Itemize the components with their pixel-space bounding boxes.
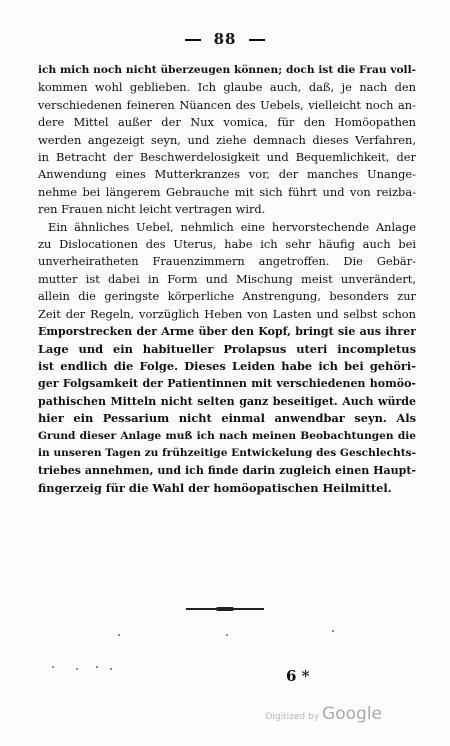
text-line: Anwendung eines Mutterkranzes vor, der manches Unange- — [38, 167, 416, 182]
text-line: kommen wohl geblieben. Ich glaube auch, daß, je nach den — [38, 80, 416, 95]
text-line: in Betracht der Beschwerdelosigkeit und Bequemlichkeit, der — [38, 150, 416, 165]
ink-speck — [226, 634, 228, 636]
text-line: Ein ähnliches Uebel, nehmlich eine hervorstechende Anlage — [48, 219, 416, 234]
ink-speck — [52, 666, 54, 668]
ink-speck — [118, 634, 120, 636]
text-line: ist endlich die Folge. Dieses Leiden habe ich bei gehöri- — [38, 358, 416, 373]
page-number: 88 — [213, 30, 237, 48]
text-line: ich mich noch nicht überzeugen können; doch ist die Frau voll- — [38, 64, 416, 76]
page-header — [0, 30, 450, 48]
text-line: pathischen Mitteln nicht selten ganz beseitiget. Auch würde — [38, 394, 416, 408]
watermark-prefix: Digitized by — [265, 712, 320, 722]
text-line: mutter ist dabei in Form und Mischung meist unverändert, — [38, 271, 416, 286]
text-line: verschiedenen feineren Nüancen des Uebels, vielleicht noch an- — [38, 97, 416, 112]
printer-signature-mark: 6 * — [286, 667, 310, 685]
text-line: ren Frauen nicht leicht vertragen wird. — [38, 202, 266, 217]
ink-speck — [332, 630, 334, 632]
text-line: unverheiratheten Frauenzimmern angetroffen. Die Gebär- — [38, 254, 416, 269]
text-line: hier ein Pessarium nicht einmal anwendbar seyn. Als — [38, 411, 416, 426]
text-line: Grund dieser Anlage muß ich nach meinen Beobachtungen die — [38, 429, 416, 442]
closing-rule — [186, 608, 264, 610]
text-line: nehme bei längerem Gebrauche mit sich führt und von reizba- — [38, 184, 416, 199]
header-dash-right — [249, 39, 265, 41]
ink-speck — [76, 668, 78, 670]
text-line: triebes annehmen, und ich finde darin zugleich einen Haupt- — [38, 464, 416, 478]
body-text — [38, 62, 416, 497]
text-line: Emporstrecken der Arme über den Kopf, bringt sie aus ihrer — [38, 325, 416, 339]
text-line: allein die geringste körperliche Anstrengung, besonders zur — [38, 289, 416, 304]
text-line: in unseren Tagen zu frühzeitige Entwickelung des Geschlechts- — [38, 446, 416, 459]
header-dash-left — [185, 39, 201, 41]
text-line: Zeit der Regeln, vorzüglich Heben von Lasten und selbst schon — [38, 306, 416, 321]
text-line: fingerzeig für die Wahl der homöopatischen Heilmittel. — [38, 480, 392, 495]
watermark-brand-logo: Google — [322, 704, 382, 724]
ink-speck — [110, 668, 112, 670]
text-line: dere Mittel außer der Nux vomica, für den Homöopathen — [38, 115, 416, 130]
text-line: ger Folgsamkeit der Patientinnen mit verschiedenen homöo- — [38, 377, 416, 391]
digitization-watermark — [265, 704, 382, 724]
ink-speck — [96, 666, 98, 668]
text-line: zu Dislocationen des Uterus, habe ich sehr häufig auch bei — [38, 237, 416, 252]
text-line: Lage und ein habitueller Prolapsus uteri incompletus — [38, 341, 416, 356]
text-line: werden angezeigt seyn, und ziehe demnach dieses Verfahren, — [38, 132, 416, 147]
